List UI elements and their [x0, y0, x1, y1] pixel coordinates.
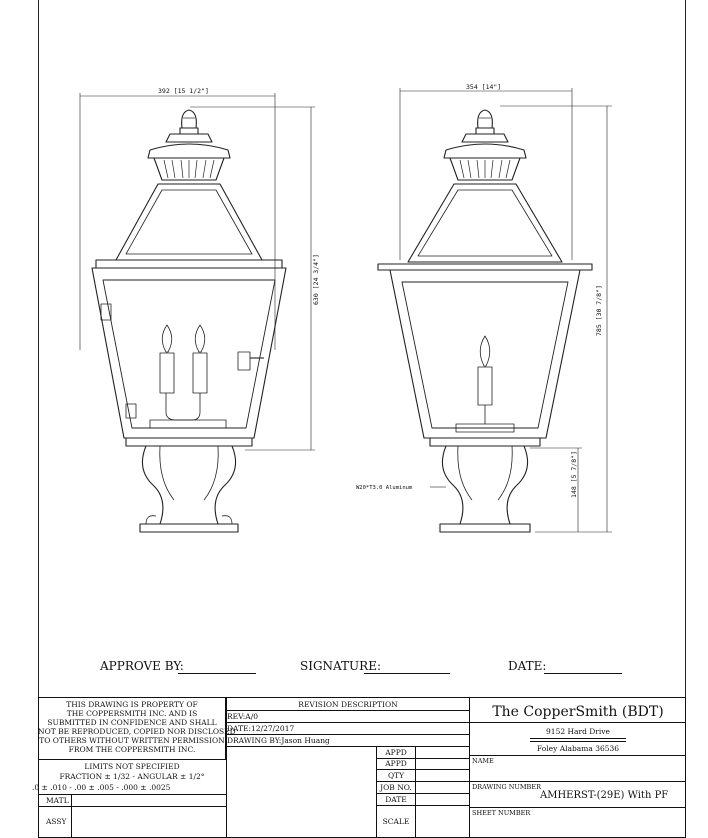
- decimal-tolerance: .0 ± .010 - .00 ± .005 - .000 ± .0025: [32, 783, 171, 792]
- sheet-number-label: SHEET NUMBER: [472, 809, 531, 817]
- address-street: 9152 Hard Drive: [546, 727, 610, 736]
- approve-by-line: [178, 673, 256, 674]
- notice-line-1: THIS DRAWING IS PROPERTY OF: [66, 700, 198, 709]
- drawing-date: DATE:12/27/2017: [227, 724, 295, 733]
- company-name: The CopperSmith (BDT): [492, 704, 664, 720]
- scale-label: SCALE: [382, 817, 410, 826]
- right-width-dimension: 354 [14"]: [466, 83, 502, 91]
- signature-label: SIGNATURE:: [300, 659, 382, 673]
- name-label: NAME: [472, 757, 494, 765]
- date-line: [544, 673, 622, 674]
- date-label: DATE:: [508, 659, 547, 673]
- notice-line-3: SUBMITTED IN CONFIDENCE AND SHALL: [47, 718, 217, 727]
- drawing-number: AMHERST-(29E) With PF: [540, 790, 669, 801]
- left-height-dimension: 630 [24 3/4"]: [312, 254, 320, 305]
- notice-line-4: NOT BE REPRODUCED, COPIED NOR DISCLOSED: [38, 727, 236, 736]
- drawn-by: DRAWING BY:Jason Huang: [227, 736, 330, 745]
- job-no-label: JOB NO.: [380, 783, 412, 792]
- date-field-label: DATE: [385, 795, 407, 804]
- assy-label: ASSY: [46, 817, 67, 826]
- notice-line-2: THE COPPERSMITH INC. AND IS: [66, 709, 198, 718]
- limits-title: LIMITS NOT SPECIFIED: [84, 762, 180, 771]
- fraction-tolerance: FRACTION ± 1/32 - ANGULAR ± 1/2°: [59, 772, 205, 781]
- right-height-dimension: 785 [30 7/8"]: [595, 285, 603, 336]
- title-block: [32, 697, 686, 838]
- left-width-dimension: 392 [15 1/2"]: [158, 87, 209, 95]
- address-city: Foley Alabama 36536: [536, 744, 620, 753]
- notice-line-6: FROM THE COPPERSMITH INC.: [68, 745, 196, 754]
- right-base-height-dimension: 148 [5 7/8"]: [570, 451, 578, 498]
- qty-label: QTY: [387, 771, 405, 780]
- left-lantern-drawing: [80, 93, 315, 532]
- material-note: W20*T3.0 Aluminum: [356, 485, 413, 491]
- drawing-number-label: DRAWING NUMBER: [472, 783, 541, 791]
- appd-label-2: APPD: [385, 759, 407, 768]
- signature-line: [364, 673, 450, 674]
- approve-by-label: APPROVE BY:: [100, 659, 184, 673]
- notice-line-5: TO OTHERS WITHOUT WRITTEN PERMISSION: [39, 736, 225, 745]
- revision-value: REV:A/0: [227, 712, 259, 721]
- appd-label-1: APPD: [385, 748, 407, 757]
- matl-label: MATL: [46, 796, 69, 805]
- revision-header: REVISION DESCRIPTION: [298, 700, 398, 709]
